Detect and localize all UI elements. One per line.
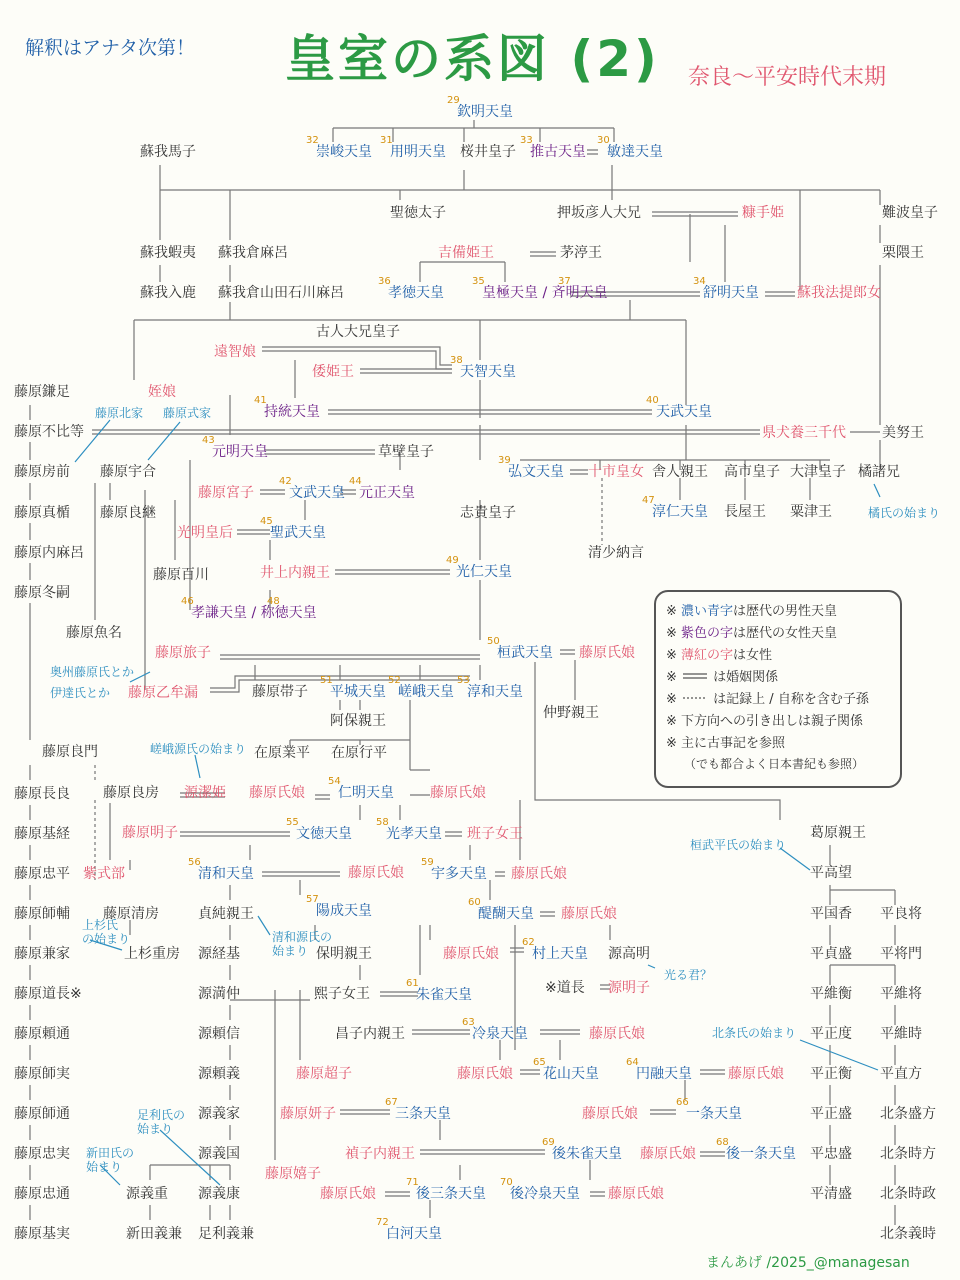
person-masanori: 平正度 — [810, 1026, 852, 1042]
person-seiwa: 清和天皇 — [198, 866, 254, 882]
legend-prefix: ※ — [666, 648, 682, 663]
person-kamatari: 藤原鎌足 — [14, 384, 70, 400]
legend-item-dotted: ※ は記録上 / 自称を含む子孫 — [666, 692, 869, 707]
person-uda: 宇多天皇 — [431, 866, 487, 882]
emperor-number: 39 — [498, 455, 511, 466]
person-suiko: 推古天皇 — [530, 144, 586, 160]
emperor-number: 41 — [254, 395, 267, 406]
person-shomu: 聖武天皇 — [270, 525, 326, 541]
emperor-number: 63 — [462, 1017, 475, 1028]
person-teishi: 禎子内親王 — [345, 1146, 415, 1162]
person-jito: 持統天皇 — [264, 404, 320, 420]
emperor-number: 68 — [716, 1137, 729, 1148]
emperor-number: 71 — [406, 1177, 419, 1188]
person-fujiwarashi12: 藤原氏娘 — [640, 1146, 696, 1162]
person-reizei: 冷泉天皇 — [472, 1026, 528, 1042]
person-tabiko: 藤原旅子 — [155, 645, 211, 661]
emperor-number: 56 — [188, 857, 201, 868]
note-oshu: 奥州藤原氏とか — [50, 665, 135, 679]
person-takaakira: 源高明 — [608, 946, 650, 962]
legend-item-male — [666, 604, 837, 620]
person-kaneie: 藤原兼家 — [14, 946, 70, 962]
note-kanmuheishi: 桓武平氏の始まり — [690, 838, 787, 852]
person-goichijo: 後一条天皇 — [726, 1146, 796, 1162]
person-montoku: 文徳天皇 — [296, 826, 352, 842]
person-fujiwarashi7: 藤原氏娘 — [443, 946, 499, 962]
person-shoshi: 昌子内親王 — [335, 1026, 405, 1042]
person-michinaga2: ※道長 — [545, 980, 585, 996]
person-nakano: 仲野親王 — [543, 705, 599, 721]
person-seisho: 清少納言 — [588, 545, 644, 561]
person-otomuro: 藤原乙牟漏 — [128, 685, 198, 701]
person-ashikagayoshikane: 足利義兼 — [198, 1226, 254, 1242]
legend-text-marriage: は婚姻関係 — [713, 670, 779, 685]
emperor-number: 59 — [421, 857, 434, 868]
person-kotoku: 孝徳天皇 — [388, 285, 444, 301]
person-fujiwarashi3: 藤原氏娘 — [430, 785, 486, 801]
person-takamochi: 平高望 — [810, 865, 852, 881]
person-uona: 藤原魚名 — [66, 625, 122, 641]
person-yoshikado: 藤原良門 — [42, 744, 98, 760]
person-saga: 嵯峨天皇 — [398, 684, 454, 700]
person-morozane: 藤原師実 — [14, 1066, 70, 1082]
person-iruka: 蘇我入鹿 — [140, 285, 196, 301]
person-fujiwarashi6: 藤原氏娘 — [561, 906, 617, 922]
person-ochi: 遠智娘 — [214, 344, 256, 360]
person-sadazumi: 貞純親王 — [198, 906, 254, 922]
person-kusakabe: 草壁皇子 — [378, 444, 434, 460]
person-sanjo: 三条天皇 — [395, 1106, 451, 1122]
person-goreizei: 後冷泉天皇 — [510, 1186, 580, 1202]
emperor-number: 64 — [626, 1057, 639, 1068]
emperor-number: 30 — [597, 135, 610, 146]
note-shikike: 藤原式家 — [163, 406, 212, 420]
person-ishikawa: 蘇我倉山田石川麻呂 — [218, 285, 344, 301]
emperor-number: 35 — [472, 276, 485, 287]
person-nittayoshikane: 新田義兼 — [126, 1226, 182, 1242]
person-abo: 阿保親王 — [330, 713, 386, 729]
person-jomei: 舒明天皇 — [703, 285, 759, 301]
person-motozane: 藤原基実 — [14, 1226, 70, 1242]
person-kiyomori: 平清盛 — [810, 1186, 852, 1202]
person-tsunemoto: 源経基 — [198, 946, 240, 962]
legend-key-female: 紫色の字 — [681, 626, 734, 641]
emperor-number: 36 — [378, 276, 391, 287]
emperor-number: 70 — [500, 1177, 513, 1188]
emperor-number: 34 — [693, 276, 706, 287]
person-daigo: 醍醐天皇 — [478, 906, 534, 922]
person-obitoko: 藤原帯子 — [252, 684, 308, 700]
emperor-number: 60 — [468, 897, 481, 908]
person-emishi: 蘇我蝦夷 — [140, 245, 196, 261]
person-naniwa: 難波皇子 — [882, 205, 938, 221]
person-kazan: 花山天皇 — [543, 1066, 599, 1082]
person-komyo: 光明皇后 — [177, 525, 233, 541]
legend-prefix: ※ — [666, 626, 682, 641]
person-mitsunaka: 源満仲 — [198, 986, 240, 1002]
person-yomei: 用明天皇 — [390, 144, 446, 160]
person-yoshiie: 源義家 — [198, 1106, 240, 1122]
person-fujiwarashi2: 藤原氏娘 — [249, 785, 305, 801]
person-koken: 孝謙天皇 / 称徳天皇 — [191, 605, 317, 621]
emperor-number: 51 — [320, 675, 333, 686]
person-narihira: 在原業平 — [254, 745, 310, 761]
person-gosuzaku: 後朱雀天皇 — [552, 1146, 622, 1162]
legend-text-woman: は女性 — [733, 648, 773, 663]
legend-key-male: 濃い青字 — [681, 604, 734, 619]
person-konin: 光仁天皇 — [456, 564, 512, 580]
person-nagara: 藤原長良 — [14, 786, 70, 802]
person-nagaya: 長屋王 — [724, 504, 766, 520]
person-kuzuhara: 葛原親王 — [810, 825, 866, 841]
person-fujiwarashi5: 藤原氏娘 — [511, 866, 567, 882]
person-yorimichi: 藤原頼通 — [14, 1026, 70, 1042]
person-tenmu: 天武天皇 — [656, 404, 712, 420]
note-nitta: 新田氏の 始まり — [86, 1146, 135, 1174]
person-mei: 姪娘 — [148, 384, 176, 400]
person-furuhito: 古人大兄皇子 — [316, 324, 400, 340]
person-heizei: 平城天皇 — [330, 684, 386, 700]
person-akirakeiko: 藤原明子 — [122, 825, 178, 841]
person-tenji: 天智天皇 — [460, 364, 516, 380]
emperor-number: 55 — [286, 817, 299, 828]
person-murasaki: 紫式部 — [83, 866, 125, 882]
person-fuhito: 藤原不比等 — [14, 424, 84, 440]
person-yamato: 倭姫王 — [312, 364, 354, 380]
person-murakami: 村上天皇 — [532, 946, 588, 962]
person-akiko: 源明子 — [608, 980, 650, 996]
credit: まんあげ /2025_@managesan — [706, 1255, 910, 1271]
legend-item-woman — [666, 648, 772, 664]
emperor-number: 58 — [376, 817, 389, 828]
person-sadamori: 平貞盛 — [810, 946, 852, 962]
emperor-number: 69 — [542, 1137, 555, 1148]
person-kishi: 熙子女王 — [314, 986, 370, 1002]
emperor-number: 61 — [406, 978, 419, 989]
person-chinu: 茅渟王 — [560, 245, 602, 261]
person-kibitsu: 吉備姫王 — [438, 245, 494, 261]
emperor-number: 29 — [447, 95, 460, 106]
person-kurikuma: 栗隈王 — [882, 245, 924, 261]
person-fujiwarashi14: 藤原氏娘 — [608, 1186, 664, 1202]
person-awazu: 粟津王 — [790, 504, 832, 520]
legend-prefix: ※ — [666, 604, 682, 619]
emperor-number: 47 — [642, 495, 655, 506]
person-yoriyoshi: 源頼義 — [198, 1066, 240, 1082]
emperor-number: 62 — [522, 937, 535, 948]
person-shirakawa: 白河天皇 — [386, 1226, 442, 1242]
person-masamori: 平正盛 — [810, 1106, 852, 1122]
person-umakai: 藤原宇合 — [100, 464, 156, 480]
person-gosanjo: 後三条天皇 — [416, 1186, 486, 1202]
person-yoshikuni: 源義国 — [198, 1146, 240, 1162]
legend-key-woman: 薄紅の字 — [681, 648, 734, 663]
note-ashikaga: 足利氏の 始まり — [137, 1108, 186, 1136]
note-uesugi: 上杉氏 の始まり — [82, 918, 131, 946]
dotted-line-icon — [681, 693, 709, 703]
tagline: 解釈はアナタ次第！ — [25, 37, 196, 59]
emperor-number: 38 — [450, 355, 463, 366]
note-seiwagenji: 清和源氏の 始まり — [272, 930, 333, 958]
person-moromichi: 藤原師通 — [14, 1106, 70, 1122]
person-yoshiyasu: 源義康 — [198, 1186, 240, 1202]
person-tokimasa: 北条時政 — [880, 1186, 936, 1202]
legend-text-male: は歴代の男性天皇 — [733, 604, 838, 619]
legend-box — [654, 590, 902, 788]
person-michiyo: 県犬養三千代 — [762, 425, 846, 441]
note-tachibana: 橘氏の始まり — [868, 506, 941, 520]
emperor-number: 40 — [646, 395, 659, 406]
person-bidatsu: 敏達天皇 — [607, 144, 663, 160]
emperor-number: 66 — [676, 1097, 689, 1108]
person-toneri: 舎人親王 — [652, 464, 708, 480]
person-tadahira: 藤原忠平 — [14, 866, 70, 882]
person-fuyutsugu: 藤原冬嗣 — [14, 585, 70, 601]
person-junna: 淳和天皇 — [467, 684, 523, 700]
legend-item-downward: ※ 下方向への引き出しは親子関係 — [666, 714, 864, 729]
person-junnin: 淳仁天皇 — [652, 504, 708, 520]
person-fujiwarashi4: 藤原氏娘 — [348, 865, 404, 881]
emperor-number: 49 — [446, 555, 459, 566]
person-nukade: 糠手姫 — [742, 205, 784, 221]
person-shotoku: 聖徳太子 — [390, 205, 446, 221]
person-hanshi: 班子女王 — [467, 826, 523, 842]
person-kenshi: 藤原妍子 — [280, 1106, 336, 1122]
person-tadazane: 藤原忠実 — [14, 1146, 70, 1162]
person-kurama: 蘇我倉麻呂 — [218, 245, 288, 261]
person-kogyoku: 皇極天皇 / 斉明天皇 — [482, 285, 608, 301]
person-kiyofusa: 藤原清房 — [103, 906, 159, 922]
emperor-number: 50 — [487, 636, 500, 647]
person-uchimaro: 藤原内麻呂 — [14, 545, 84, 561]
emperor-number: 57 — [306, 894, 319, 905]
emperor-number-2: 48 — [267, 596, 280, 607]
person-yoshitsugu: 藤原良継 — [100, 505, 156, 521]
note-hokke: 藤原北家 — [95, 406, 144, 420]
legend-item-marriage: ※ は婚姻関係 — [666, 670, 779, 685]
person-mototsune: 藤原基経 — [14, 826, 70, 842]
person-naokata: 平直方 — [880, 1066, 922, 1082]
person-yoshishige: 源義重 — [126, 1186, 168, 1202]
person-kishi2: 藤原嬉子 — [265, 1166, 321, 1182]
person-yozei: 陽成天皇 — [316, 903, 372, 919]
emperor-number: 53 — [457, 675, 470, 686]
person-yukihira: 在原行平 — [331, 745, 387, 761]
person-tadamichi: 藤原忠通 — [14, 1186, 70, 1202]
person-morimasa: 北条盛方 — [880, 1106, 936, 1122]
emperor-number: 54 — [328, 776, 341, 787]
person-tokikata: 北条時方 — [880, 1146, 936, 1162]
person-shiki: 志貴皇子 — [460, 505, 516, 521]
person-yoshitoki: 北条義時 — [880, 1226, 936, 1242]
person-momokawa: 藤原百川 — [153, 567, 209, 583]
person-takechi: 高市皇子 — [724, 464, 780, 480]
emperor-number: 44 — [349, 476, 362, 487]
person-monmu: 文武天皇 — [289, 485, 345, 501]
person-genmei: 元明天皇 — [212, 444, 268, 460]
person-miyako: 藤原宮子 — [198, 485, 254, 501]
emperor-number: 33 — [520, 135, 533, 146]
person-fujiwarashi13: 藤原氏娘 — [320, 1186, 376, 1202]
person-shigefusa: 上杉重房 — [124, 946, 180, 962]
person-fujiwarashi11: 藤原氏娘 — [582, 1106, 638, 1122]
person-fujiwarashi1: 藤原氏娘 — [579, 645, 635, 661]
person-tochi: 十市皇女 — [588, 464, 644, 480]
person-gensho: 元正天皇 — [359, 485, 415, 501]
page-title: 皇室の系図 (2) — [285, 30, 660, 88]
double-line-icon — [681, 671, 709, 681]
person-tadamori: 平忠盛 — [810, 1146, 852, 1162]
person-umako: 蘇我馬子 — [140, 144, 196, 160]
emperor-number: 65 — [533, 1057, 546, 1068]
person-kanmu: 桓武天皇 — [497, 645, 553, 661]
person-yorinobu: 源頼信 — [198, 1026, 240, 1042]
note-date: 伊達氏とか — [50, 686, 111, 700]
legend-item-nihonshoki: （でも都合よく日本書紀も参照） — [684, 757, 865, 771]
person-ninmyo: 仁明天皇 — [338, 785, 394, 801]
person-kiyohime: 源潔姫 — [184, 785, 226, 801]
person-yoshimochi: 平良将 — [880, 906, 922, 922]
person-yasuakira: 保明親王 — [316, 946, 372, 962]
note-hikaru: 光る君？ — [664, 968, 713, 982]
person-enyu: 円融天皇 — [636, 1066, 692, 1082]
legend-item-kojiki: ※ 主に古事記を参照 — [666, 736, 786, 751]
page-subtitle: 奈良～平安時代末期 — [688, 65, 887, 90]
person-fujiwarashi8: 藤原氏娘 — [589, 1026, 645, 1042]
person-kobun: 弘文天皇 — [508, 464, 564, 480]
person-korehira: 平維衡 — [810, 986, 852, 1002]
person-sushun: 崇峻天皇 — [316, 144, 372, 160]
person-masahira: 平正衡 — [810, 1066, 852, 1082]
person-minu: 美努王 — [882, 425, 924, 441]
emperor-number: 43 — [202, 435, 215, 446]
person-yoshifusa: 藤原良房 — [103, 785, 159, 801]
person-ichijo: 一条天皇 — [686, 1106, 742, 1122]
person-koremochi: 平維将 — [880, 986, 922, 1002]
person-oshisaka: 押坂彦人大兄 — [557, 205, 641, 221]
note-sagagenji: 嵯峨源氏の始まり — [150, 742, 247, 756]
person-fusasaki: 藤原房前 — [14, 464, 70, 480]
person-michinaga: 藤原道長※ — [14, 986, 82, 1002]
legend-text-female: は歴代の女性天皇 — [733, 626, 838, 641]
note-hojo: 北条氏の始まり — [712, 1026, 797, 1040]
person-choshi: 藤原超子 — [296, 1066, 352, 1082]
person-moroe: 橘諸兄 — [858, 464, 900, 480]
person-fujiwarashi10: 藤原氏娘 — [728, 1066, 784, 1082]
person-koretoki: 平維時 — [880, 1026, 922, 1042]
person-kinmei: 欽明天皇 — [457, 104, 513, 120]
person-kunika: 平国香 — [810, 906, 852, 922]
emperor-number: 42 — [279, 476, 292, 487]
person-hote: 蘇我法提郎女 — [797, 285, 881, 301]
emperor-number-2: 37 — [558, 276, 571, 287]
person-koko: 光孝天皇 — [386, 826, 442, 842]
legend-item-female — [666, 626, 837, 642]
person-suzaku: 朱雀天皇 — [416, 987, 472, 1003]
person-masakado: 平将門 — [880, 946, 922, 962]
person-fujiwarashi9: 藤原氏娘 — [457, 1066, 513, 1082]
emperor-number: 32 — [306, 135, 319, 146]
person-matate: 藤原真楯 — [14, 505, 70, 521]
emperor-number: 52 — [388, 675, 401, 686]
person-morosuke: 藤原師輔 — [14, 906, 70, 922]
emperor-number: 31 — [380, 135, 393, 146]
emperor-number: 45 — [260, 516, 273, 527]
legend-text-dotted: は記録上 / 自称を含む子孫 — [713, 692, 869, 707]
person-inoe: 井上内親王 — [260, 565, 330, 581]
person-otsu: 大津皇子 — [790, 464, 846, 480]
emperor-number: 46 — [181, 596, 194, 607]
emperor-number: 67 — [385, 1097, 398, 1108]
emperor-number: 72 — [376, 1217, 389, 1228]
person-sakurai: 桜井皇子 — [460, 144, 516, 160]
